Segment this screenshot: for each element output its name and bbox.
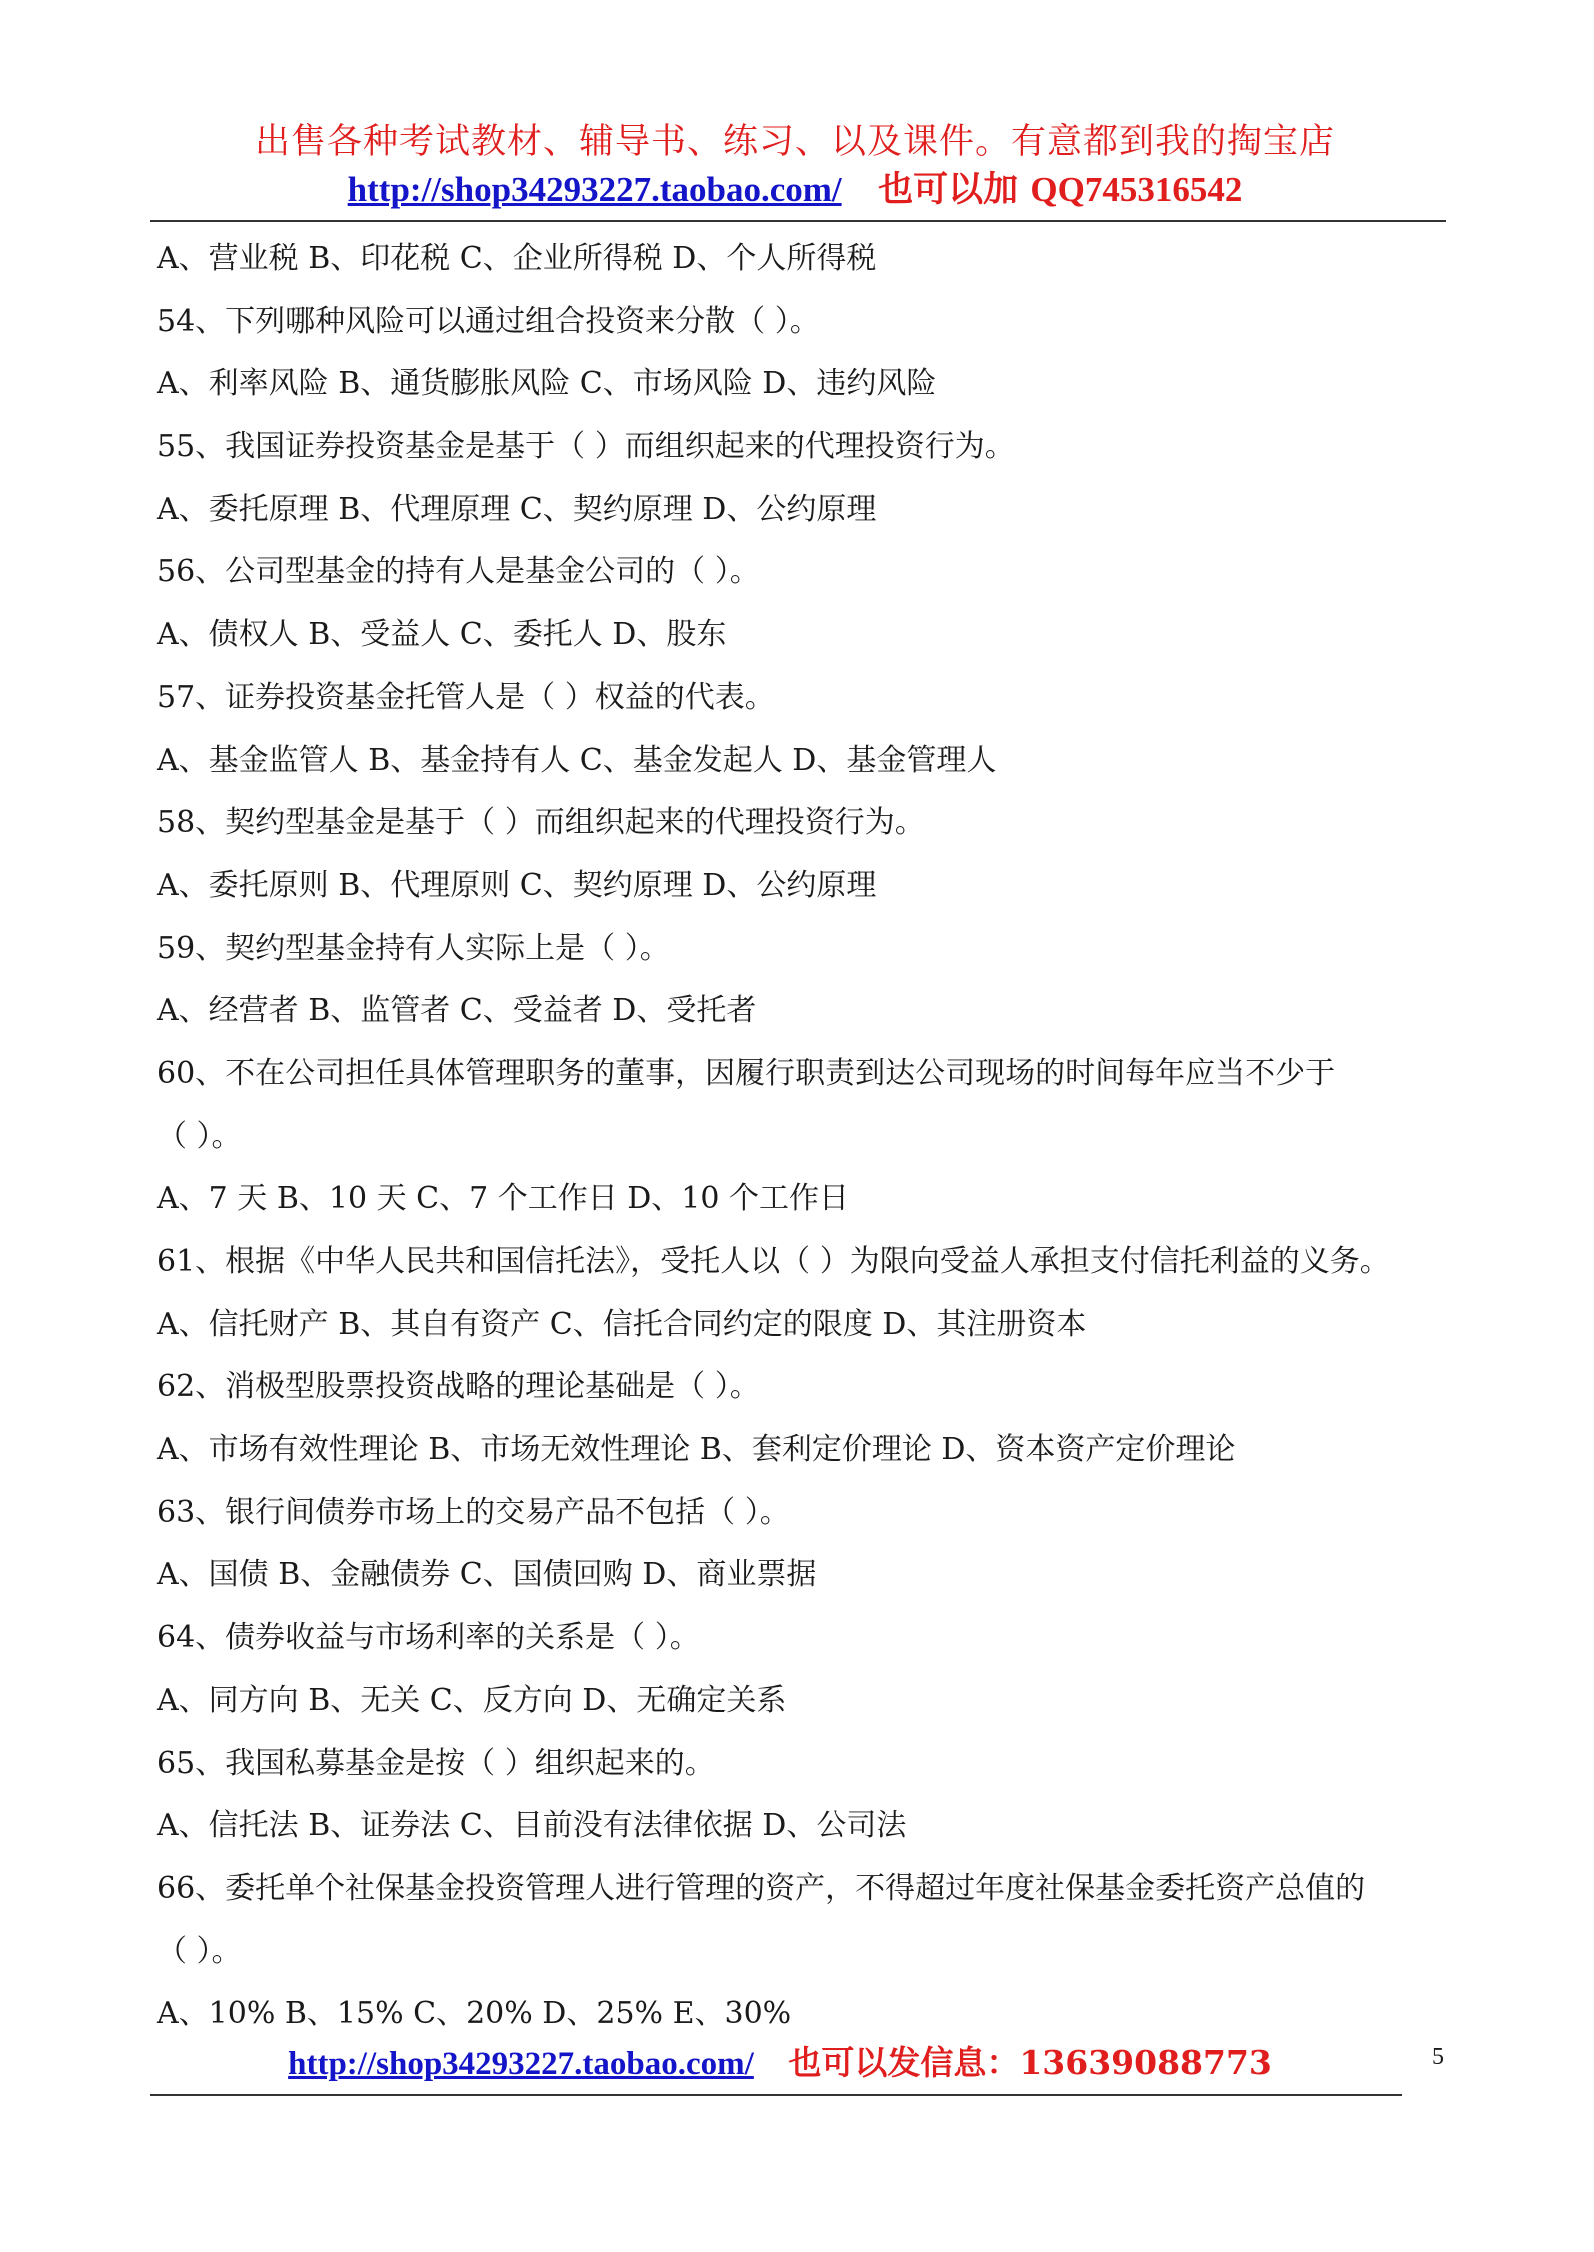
question-line: 54、下列哪种风险可以通过组合投资来分散（ ）。 (157, 303, 820, 339)
question-line: 65、我国私募基金是按（ ）组织起来的。 (157, 1745, 715, 1781)
options-line: A、经营者 B、监管者 C、受益者 D、受托者 (157, 993, 757, 1029)
options-line: A、委托原理 B、代理原理 C、契约原理 D、公约原理 (157, 491, 877, 527)
question-line-continuation: （ ）。 (157, 1933, 242, 1969)
header-contact-line (150, 166, 1440, 214)
question-list (157, 228, 1447, 2046)
question-line: 57、证券投资基金托管人是（ ）权益的代表。 (157, 679, 775, 715)
question-line: 60、不在公司担任具体管理职务的董事，因履行职责到达公司现场的时间每年应当不少于 (157, 1055, 1336, 1091)
footer-shop-link[interactable]: http://shop34293227.taobao.com/ (288, 2046, 754, 2082)
question-line: 64、债券收益与市场利率的关系是（ ）。 (157, 1620, 700, 1656)
options-line: A、债权人 B、受益人 C、委托人 D、股东 (157, 617, 727, 653)
question-line: 56、公司型基金的持有人是基金公司的（ ）。 (157, 554, 760, 590)
options-line: A、国债 B、金融债券 C、国债回购 D、商业票据 (157, 1557, 817, 1593)
footer-divider (150, 2094, 1402, 2096)
question-line: 63、银行间债券市场上的交易产品不包括（ ）。 (157, 1494, 790, 1530)
options-line: A、市场有效性理论 B、市场无效性理论 B、套利定价理论 D、资本资产定价理论 (157, 1432, 1236, 1468)
question-line: 61、根据《中华人民共和国信托法》，受托人以（ ）为限向受益人承担支付信托利益的义务。 (157, 1244, 1390, 1279)
options-line: A、7 天 B、10 天 C、7 个工作日 D、10 个工作日 (157, 1181, 849, 1217)
options-line: A、10% B、15% C、20% D、25% E、30% (157, 1996, 792, 2032)
options-line: A、信托法 B、证券法 C、目前没有法律依据 D、公司法 (157, 1808, 907, 1844)
page-header (150, 118, 1440, 214)
header-title: 出售各种考试教材、辅导书、练习、以及课件。有意都到我的掏宝店 (254, 122, 1335, 162)
page-footer (150, 2040, 1410, 2087)
question-line: 55、我国证券投资基金是基于（ ）而组织起来的代理投资行为。 (157, 429, 1015, 465)
question-line: 62、消极型股票投资战略的理论基础是（ ）。 (157, 1369, 760, 1405)
header-divider (150, 220, 1446, 222)
question-line-continuation: （ ）。 (157, 1118, 242, 1154)
question-line: 58、契约型基金是基于（ ）而组织起来的代理投资行为。 (157, 805, 925, 841)
options-line: A、信托财产 B、其自有资产 C、信托合同约定的限度 D、其注册资本 (157, 1306, 1087, 1342)
options-line: A、同方向 B、无关 C、反方向 D、无确定关系 (157, 1682, 787, 1718)
question-line: 66、委托单个社保基金投资管理人进行管理的资产，不得超过年度社保基金委托资产总值的 (157, 1870, 1366, 1906)
header-qq-number: QQ745316542 (1030, 170, 1243, 209)
page-number: 5 (1432, 2044, 1444, 2070)
header-contact-prefix: 也可以加 (878, 169, 1019, 210)
text-line: A、营业税 B、印花税 C、企业所得税 D、个人所得税 (157, 241, 877, 276)
options-line: A、基金监管人 B、基金持有人 C、基金发起人 D、基金管理人 (157, 742, 997, 778)
question-line: 59、契约型基金持有人实际上是（ ）。 (157, 930, 670, 966)
footer-message: 也可以发信息：13639088773 (788, 2043, 1272, 2082)
header-shop-link[interactable]: http://shop34293227.taobao.com/ (347, 170, 842, 209)
options-line: A、委托原则 B、代理原则 C、契约原理 D、公约原理 (157, 867, 877, 903)
options-line: A、利率风险 B、通货膨胀风险 C、市场风险 D、违约风险 (157, 366, 937, 402)
